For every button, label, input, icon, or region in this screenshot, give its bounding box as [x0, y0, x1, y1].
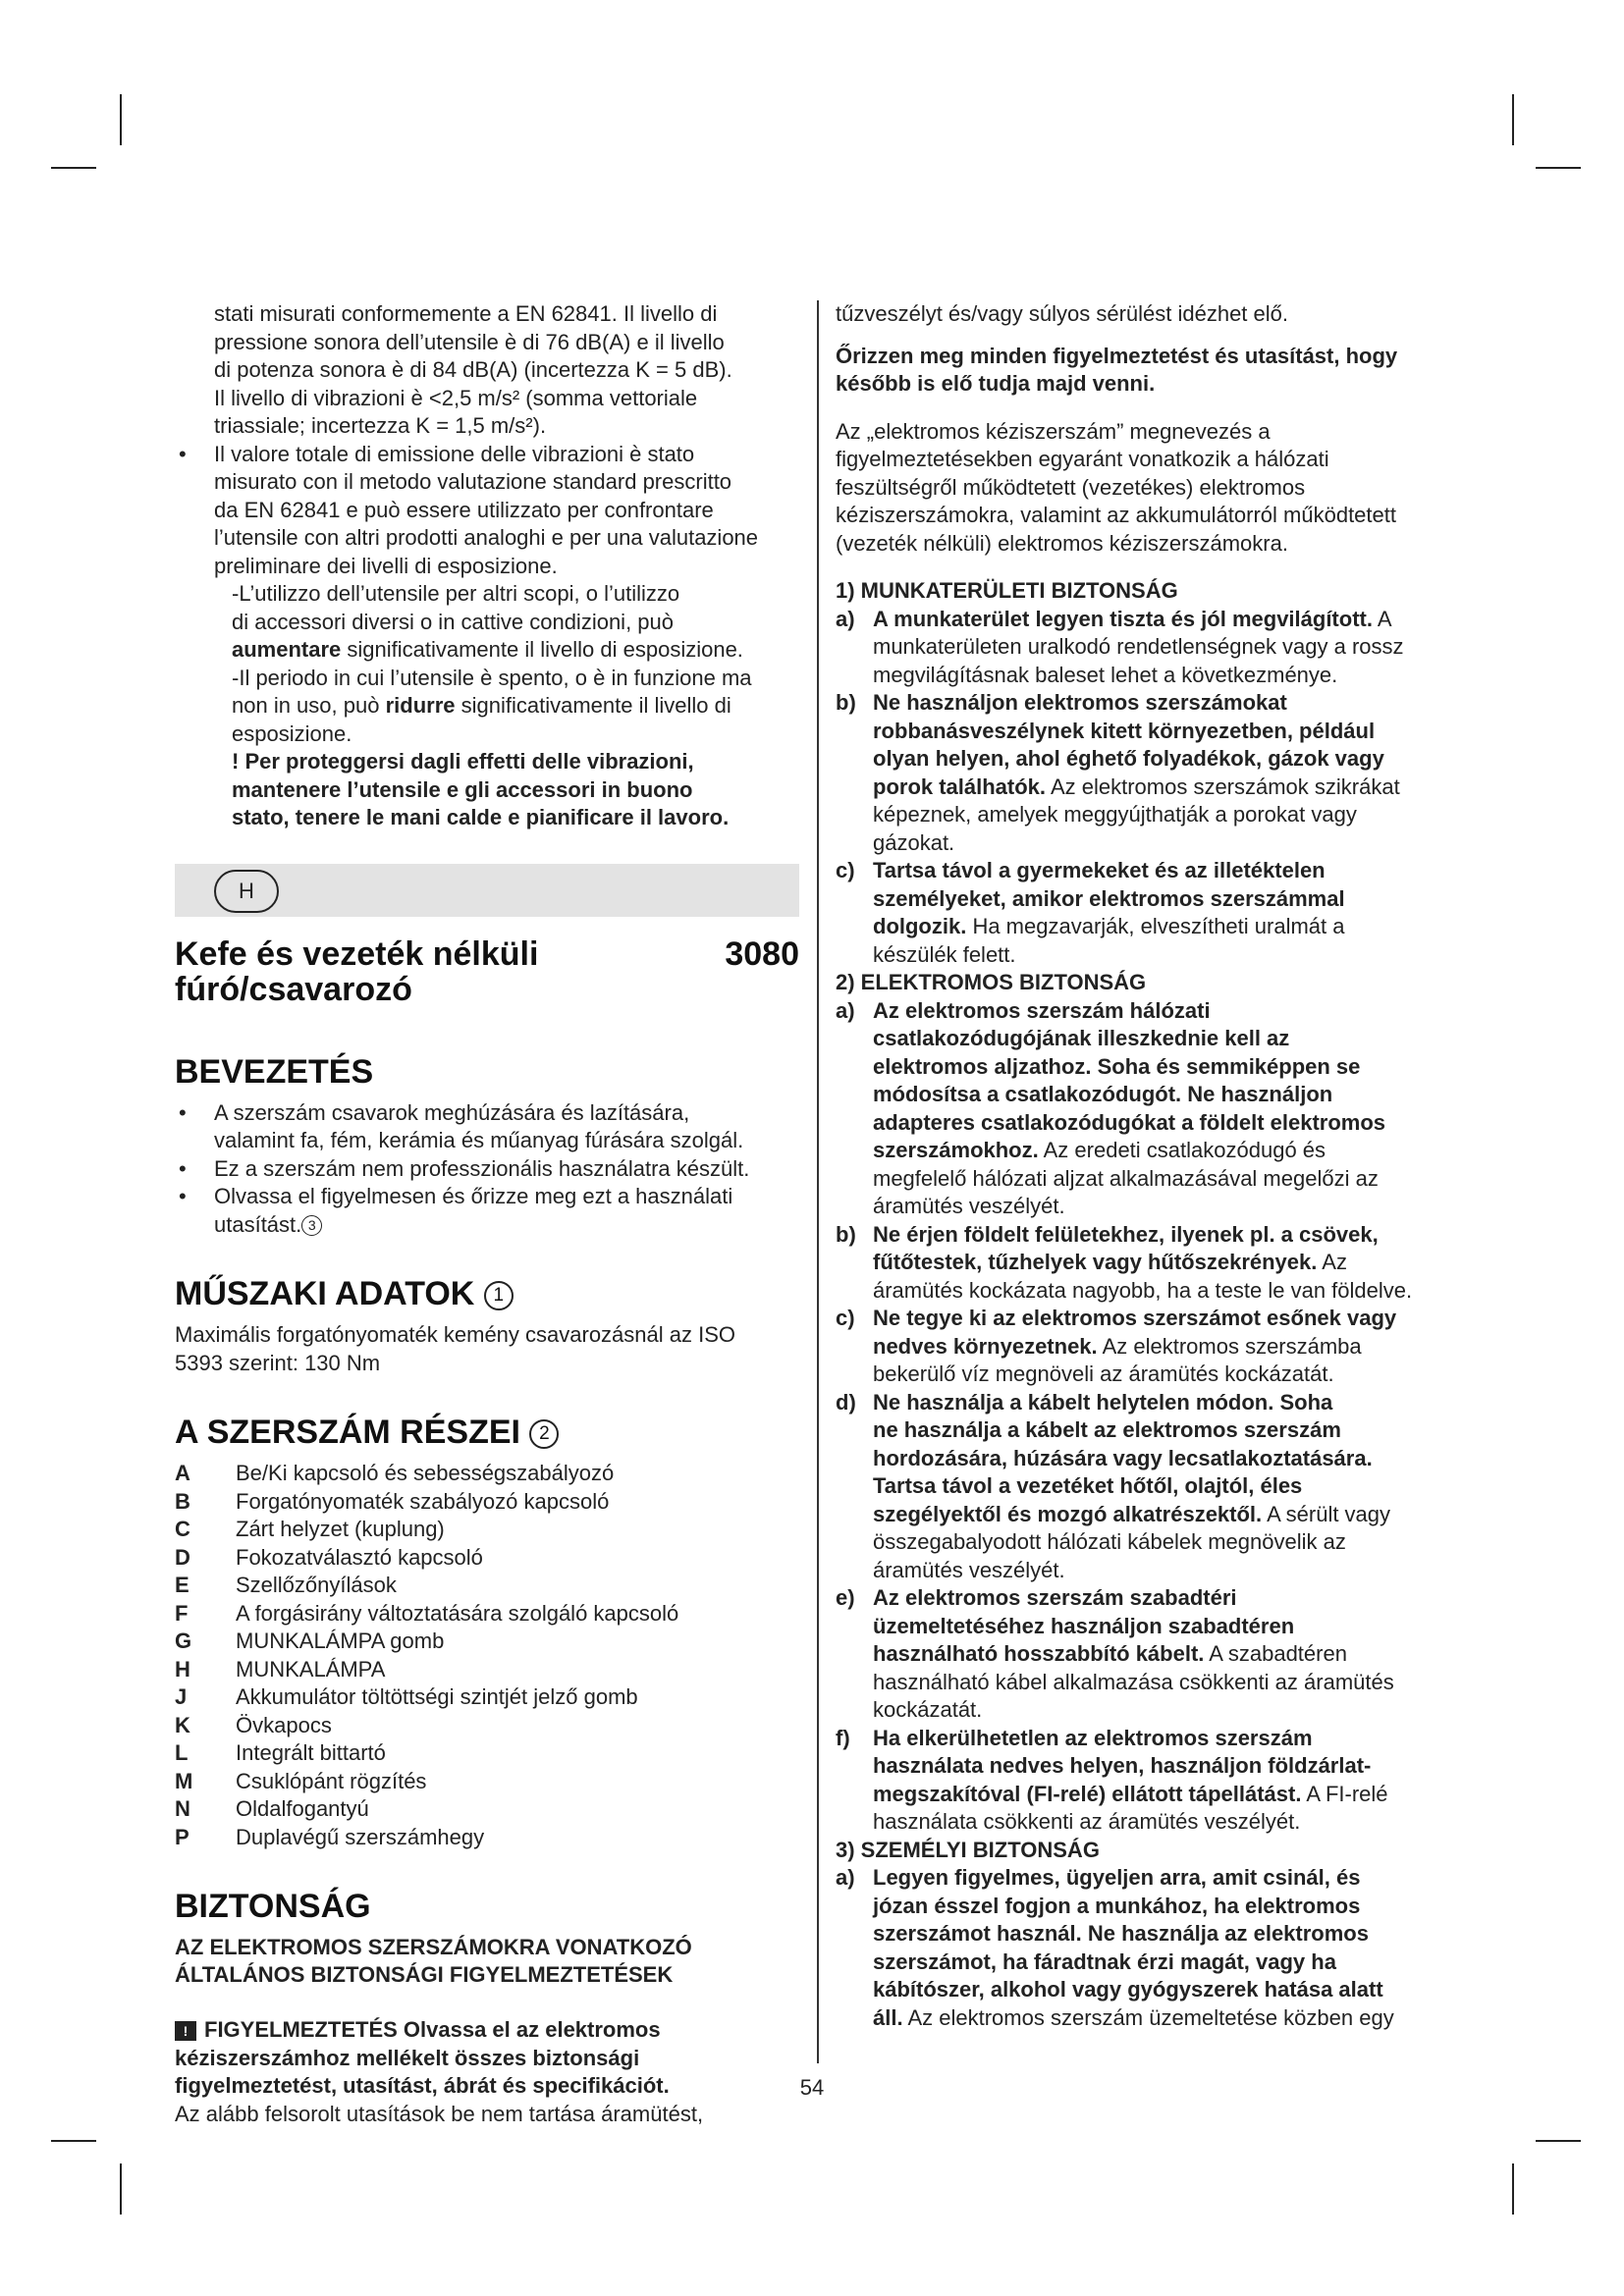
term-definition: [836, 418, 1450, 559]
list-item: [836, 997, 1450, 1221]
bold-text: fűtőtestek, tűzhelyek vagy hűtőszekrények.: [873, 1250, 1318, 1274]
text-line: figyelmeztetést, utasítást, ábrát és specifikációt.: [175, 2073, 670, 2098]
text-line: figyelmeztetésekben egyaránt vonatkozik a hálózati: [836, 447, 1329, 471]
part-letter: G: [175, 1629, 192, 1653]
parts-list: [175, 1460, 799, 1851]
text-line: használata csökkenti az áramütés veszélyét.: [873, 1809, 1301, 1834]
text-line: ne használja a kábelt az elektromos szerszám: [873, 1417, 1341, 1442]
text-line: [873, 913, 1450, 941]
section-heading-parts: [175, 1413, 799, 1452]
text-line: Őrizzen meg minden figyelmeztetést és utasítást, hogy: [836, 343, 1398, 368]
part-text: MUNKALÁMPA: [236, 1656, 386, 1682]
text-line: triassiale; incertezza K = 1,5 m/s²).: [214, 413, 547, 438]
text-line: [873, 774, 1450, 802]
section-heading-safety: BIZTONSÁG: [175, 1888, 371, 1925]
crop-mark: [51, 167, 96, 169]
bold-word: aumentare: [232, 637, 342, 662]
text-line: csatlakozódugójának illeszkednie kell az: [873, 1026, 1290, 1050]
text-line: Legyen figyelmes, ügyeljen arra, amit csinál, és: [873, 1865, 1361, 1890]
part-letter: C: [175, 1517, 190, 1541]
language-code-badge: H: [214, 870, 279, 913]
text-line: pressione sonora dell’utensile è di 76 dB(A) e il livello: [214, 329, 725, 354]
part-letter: K: [175, 1712, 190, 1737]
text-line: elektromos aljzathoz. Soha és semmiképpen se: [873, 1053, 1361, 1079]
text-line: mantenere l’utensile e gli accessori in buono: [232, 776, 693, 802]
text-line: -L’utilizzo dell’utensile per altri scopi, o l’utilizzo: [232, 581, 680, 606]
section-heading-electrical-safety: 2) ELEKTROMOS BIZTONSÁG: [836, 970, 1147, 994]
crop-mark: [1512, 94, 1514, 145]
text-line: bekerülő víz megnöveli az áramütés kockázatát.: [873, 1362, 1334, 1386]
list-item: [175, 1795, 799, 1824]
section-heading-personal-safety: 3) SZEMÉLYI BIZTONSÁG: [836, 1837, 1100, 1862]
text-span: significativamente il livello di: [455, 693, 731, 718]
bold-text: szegélyektől és mozgó alkatrészektől.: [873, 1501, 1263, 1526]
text-span: A szabadtéren: [1204, 1641, 1347, 1666]
part-letter: N: [175, 1796, 190, 1821]
figure-ref-badge: 3: [301, 1215, 322, 1236]
text-line: [873, 2004, 1450, 2033]
part-text: Zárt helyzet (kuplung): [236, 1517, 445, 1541]
text-line: ! Per proteggersi dagli effetti delle vibrazioni,: [232, 749, 694, 774]
text-span: A: [1372, 606, 1392, 631]
subheading-line: AZ ELEKTROMOS SZERSZÁMOKRA VONATKOZÓ: [175, 1935, 692, 1959]
item-label: a): [836, 606, 855, 631]
part-text: Csuklópánt rögzítés: [236, 1768, 427, 1793]
text-line: [873, 1781, 1450, 1809]
text-line: [873, 1640, 1450, 1669]
part-text: Duplavégű szerszámhegy: [236, 1824, 485, 1849]
text-line: munkaterületen uralkodó rendetlenségnek vagy a rossz: [873, 634, 1404, 659]
warning-block: [175, 2016, 799, 2128]
text-line: szerszámot használ. Ne használja az elektromos: [873, 1921, 1369, 1946]
part-letter: M: [175, 1768, 193, 1793]
part-text: Szellőzőnyílások: [236, 1573, 397, 1597]
text-line: tűzveszélyt és/vagy súlyos sérülést idézhet elő.: [836, 301, 1289, 326]
text-line: később is elő tudja majd venni.: [836, 371, 1156, 396]
crop-mark: [1512, 2163, 1514, 2215]
text-line: üzemeltetéséhez használjon szabadtéren: [873, 1613, 1295, 1638]
text-span: Az eredeti csatlakozódugó és: [1038, 1138, 1326, 1162]
text-span: significativamente il livello di esposizione.: [341, 637, 743, 662]
bold-word: ridurre: [385, 693, 456, 718]
part-text: Akkumulátor töltöttségi szintjét jelző gomb: [236, 1684, 638, 1709]
section-heading-technical-data: [175, 1274, 799, 1313]
text-line: • Olvassa el figyelmesen és őrizze meg ezt a használati: [214, 1184, 733, 1208]
item-label: c): [836, 1306, 855, 1330]
item-label: d): [836, 1389, 856, 1415]
text-line: adapteres csatlakozódugókat a földelt elektromos: [873, 1109, 1386, 1135]
text-line: esposizione.: [232, 721, 352, 746]
part-letter: H: [175, 1656, 190, 1682]
section-heading-introduction: BEVEZETÉS: [175, 1052, 374, 1091]
text-line: Ne tegye ki az elektromos szerszámot esőnek vagy: [873, 1306, 1397, 1330]
language-bar: [175, 864, 799, 917]
list-item: [836, 606, 1450, 690]
text-line: Tartsa távol a gyermekeket és az illetéktelen: [873, 858, 1326, 882]
part-text: MUNKALÁMPA gomb: [236, 1629, 445, 1653]
text-line: Az elektromos szerszám hálózati: [873, 997, 1211, 1023]
text-line: fúró/csavarozó: [175, 970, 412, 1008]
text-line: -Il periodo in cui l’utensile è spento, o è in funzione ma: [232, 665, 752, 690]
text-line: stati misurati conformemente a EN 62841. Il livello di: [214, 301, 718, 326]
text-line: misurato con il metodo valutazione standard prescritto: [214, 469, 732, 494]
text-line: Ha elkerülhetetlen az elektromos szerszám: [873, 1725, 1313, 1750]
text-line: • Il valore totale di emissione delle vibrazioni è stato: [214, 441, 695, 466]
text-line: kábítószer, alkohol vagy gyógyszerek hatása alatt: [873, 1977, 1383, 2002]
text-line: megvilágításnak baleset lehet a következménye.: [873, 662, 1338, 687]
text-line: feszültségről működtetett (vezetékes) elektromos: [836, 474, 1306, 500]
text-line: áramütés veszélyét.: [873, 1557, 1065, 1582]
list-item: [836, 1221, 1450, 1306]
part-letter: F: [175, 1600, 189, 1626]
text-line: Az alább felsorolt utasítások be nem tartása áramütést,: [175, 2101, 704, 2126]
list-item: [836, 689, 1450, 857]
text-span: FIGYELMEZTETÉS Olvassa el az elektromos: [204, 2017, 661, 2042]
text-line: [873, 1249, 1450, 1277]
text-line: [873, 1333, 1450, 1362]
text-line: [873, 606, 1450, 634]
text-span: A sérült vagy: [1262, 1501, 1391, 1526]
part-letter: E: [175, 1573, 189, 1597]
text-line: Maximális forgatónyomaték kemény csavarozásnál az ISO: [175, 1322, 736, 1347]
text-line: Ne használja a kábelt helytelen módon. Soha: [873, 1389, 1333, 1415]
text-line: [232, 636, 799, 665]
list-item: [175, 1488, 799, 1517]
text-line: összegabalyodott hálózati kábelek megnövelik az: [873, 1529, 1346, 1554]
part-text: Integrált bittartó: [236, 1740, 386, 1765]
text-span: non in uso, può: [232, 693, 386, 718]
bold-text: porok találhatók.: [873, 774, 1047, 799]
page-number: 54: [799, 2075, 825, 2100]
text-line: kockázatát.: [873, 1697, 983, 1722]
text-line: Il livello di vibrazioni è <2,5 m/s² (somma vettoriale: [214, 385, 698, 410]
text-line: Tartsa távol a vezetéket hőtől, olajtól, éles: [873, 1473, 1303, 1498]
list-item: [175, 1683, 799, 1712]
column-divider: [817, 300, 819, 2063]
heading-text: A SZERSZÁM RÉSZEI: [175, 1414, 520, 1451]
crop-mark: [1536, 2140, 1581, 2142]
item-label: e): [836, 1585, 855, 1610]
text-line: használható kábel alkalmazása csökkenti az áramütés: [873, 1669, 1394, 1694]
item-label: a): [836, 997, 855, 1023]
text-line: [175, 2016, 799, 2045]
text-line: 5393 szerint: 130 Nm: [175, 1350, 381, 1375]
text-line: Az elektromos szerszám szabadtéri: [873, 1585, 1237, 1610]
text-line: Kefe és vezeték nélküli: [175, 934, 539, 973]
keep-instructions-notice: [836, 343, 1450, 399]
text-line: di potenza sonora è di 84 dB(A) (incertezza K = 5 dB).: [214, 357, 732, 382]
text-line: (vezeték nélküli) elektromos kéziszerszámokra.: [836, 530, 1288, 556]
italian-sub-notes: [175, 580, 799, 832]
text-span: Ha megzavarják, elveszítheti uralmát a: [966, 914, 1345, 938]
text-line: [232, 692, 799, 721]
italian-noise-text: [175, 300, 799, 441]
list-item: [836, 1864, 1450, 2032]
text-line: áramütés veszélyét.: [873, 1194, 1065, 1218]
list-item: [175, 1516, 799, 1544]
list-item: [175, 1768, 799, 1796]
text-line: áramütés kockázata nagyobb, ha a teste le van földelve.: [873, 1277, 1413, 1303]
model-number: 3080: [725, 934, 799, 973]
text-line: di accessori diversi o in cattive condizioni, può: [232, 609, 675, 634]
list-item: [836, 1305, 1450, 1389]
text-line: robbanásveszélynek kitett környezetben, például: [873, 718, 1376, 743]
text-line: személyeket, amikor elektromos szerszámmal: [873, 885, 1345, 911]
bold-text: dolgozik.: [873, 914, 967, 938]
crop-mark: [120, 2163, 122, 2215]
part-letter: A: [175, 1461, 190, 1485]
crop-mark: [51, 2140, 96, 2142]
text-line: Ne érjen földelt felületekhez, ilyenek pl. a csövek,: [873, 1221, 1379, 1247]
text-line: készülék felett.: [873, 941, 1016, 967]
text-line: Ne használjon elektromos szerszámokat: [873, 690, 1287, 715]
product-title: [175, 936, 799, 1007]
part-letter: P: [175, 1824, 189, 1849]
text-line: valamint fa, fém, kerámia és műanyag fúrására szolgál.: [214, 1128, 744, 1152]
list-item: [175, 1712, 799, 1740]
text-span: Az elektromos szerszám üzemeltetése közben egy: [902, 2004, 1394, 2030]
text-line: [873, 1137, 1450, 1165]
crop-mark: [1536, 167, 1581, 169]
item-label: c): [836, 858, 855, 882]
text-line: • A szerszám csavarok meghúzására és lazítására,: [214, 1099, 690, 1125]
text-line: képeznek, amelyek meggyújthatják a porokat vagy: [873, 802, 1357, 827]
list-item: [175, 1739, 799, 1768]
text-line: használata nedves helyen, használjon földzárlat-: [873, 1753, 1372, 1778]
text-line: megfelelő hálózati aljzat alkalmazásával megelőzi az: [873, 1165, 1379, 1191]
list-item: [836, 1584, 1450, 1725]
list-item: [175, 1155, 799, 1184]
list-item: [836, 857, 1450, 969]
text-span: Az: [1317, 1250, 1347, 1274]
subheading-line: ÁLTALÁNOS BIZTONSÁGI FIGYELMEZTETÉSEK: [175, 1962, 674, 1987]
text-line: Az „elektromos kéziszerszám” megnevezés a: [836, 418, 1271, 444]
bold-text: áll.: [873, 2004, 903, 2030]
part-text: Fokozatválasztó kapcsoló: [236, 1544, 483, 1570]
part-text: A forgásirány változtatására szolgáló kapcsoló: [236, 1600, 679, 1626]
crop-mark: [120, 94, 122, 145]
part-letter: L: [175, 1740, 189, 1765]
product-name: [175, 936, 538, 1007]
text-span: Az elektromos szerszámok szikrákat: [1046, 774, 1400, 799]
heading-text: MŰSZAKI ADATOK: [175, 1275, 475, 1312]
text-line: stato, tenere le mani calde e pianificare il lavoro.: [232, 805, 730, 829]
text-line: szerszámot, ha fáradtnak érzi magát, vagy ha: [873, 1949, 1336, 1974]
list-item: [175, 1824, 799, 1852]
bold-text: A munkaterület legyen tiszta és jól megvilágított.: [873, 606, 1373, 631]
item-label: b): [836, 1221, 856, 1247]
list-item: [836, 1389, 1450, 1585]
bold-text: megszakítóval (FI-relé) ellátott tápellátást.: [873, 1781, 1302, 1806]
part-text: Övkapocs: [236, 1712, 332, 1737]
bold-text: nedves környezetnek.: [873, 1333, 1098, 1359]
item-label: b): [836, 690, 856, 715]
text-line: módosítsa a csatlakozódugót. Ne használjon: [873, 1082, 1333, 1106]
warning-triangle-icon: !: [175, 2021, 196, 2041]
list-item: [175, 1628, 799, 1656]
text-line: da EN 62841 e può essere utilizzato per confrontare: [214, 497, 714, 522]
text-line: [214, 1211, 799, 1240]
text-span: utasítást.: [214, 1211, 302, 1237]
text-line: józan ésszel fogjon a munkához, ha elektromos: [873, 1893, 1361, 1918]
part-letter: J: [175, 1684, 188, 1709]
list-item: [175, 1600, 799, 1629]
list-item: [175, 1544, 799, 1573]
text-span: Az elektromos szerszámba: [1097, 1333, 1362, 1359]
part-text: Forgatónyomaték szabályozó kapcsoló: [236, 1488, 610, 1514]
list-item: [175, 1656, 799, 1684]
text-line: kéziszerszámokra, valamint az akkumulátorról működtetett: [836, 503, 1396, 527]
list-item: [175, 1460, 799, 1488]
text-line: gázokat.: [873, 829, 955, 855]
list-item: [175, 1099, 799, 1155]
text-line: hordozására, húzására vagy lecsatlakoztatására.: [873, 1445, 1373, 1470]
item-label: f): [836, 1725, 850, 1750]
figure-ref-badge: 1: [484, 1281, 514, 1310]
text-line: preliminare dei livelli di esposizione.: [214, 553, 558, 578]
text-line: l’utensile con altri prodotti analoghi e per una valutazione: [214, 525, 759, 550]
part-letter: B: [175, 1488, 190, 1514]
text-line: • Ez a szerszám nem professzionális használatra készült.: [214, 1155, 750, 1181]
text-line: kéziszerszámhoz mellékelt összes biztonsági: [175, 2045, 640, 2070]
item-label: a): [836, 1865, 855, 1890]
right-column: [836, 300, 1450, 2032]
bold-text: használható hosszabbító kábelt.: [873, 1641, 1205, 1666]
part-text: Be/Ki kapcsoló és sebességszabályozó: [236, 1461, 615, 1485]
bold-text: szerszámokhoz.: [873, 1138, 1039, 1162]
section-heading-work-area-safety: 1) MUNKATERÜLETI BIZTONSÁG: [836, 578, 1178, 603]
list-item: [175, 1183, 799, 1239]
list-item: [175, 1572, 799, 1600]
text-line: [873, 1501, 1450, 1529]
text-span: A FI-relé: [1301, 1781, 1388, 1806]
text-line: olyan helyen, ahol éghető folyadékok, gázok vagy: [873, 746, 1384, 771]
left-column: [175, 300, 799, 2128]
italian-vibration-bullet: [175, 441, 799, 581]
list-item: [836, 1725, 1450, 1837]
part-text: Oldalfogantyú: [236, 1796, 369, 1821]
part-letter: D: [175, 1544, 190, 1570]
figure-ref-badge: 2: [529, 1419, 559, 1449]
